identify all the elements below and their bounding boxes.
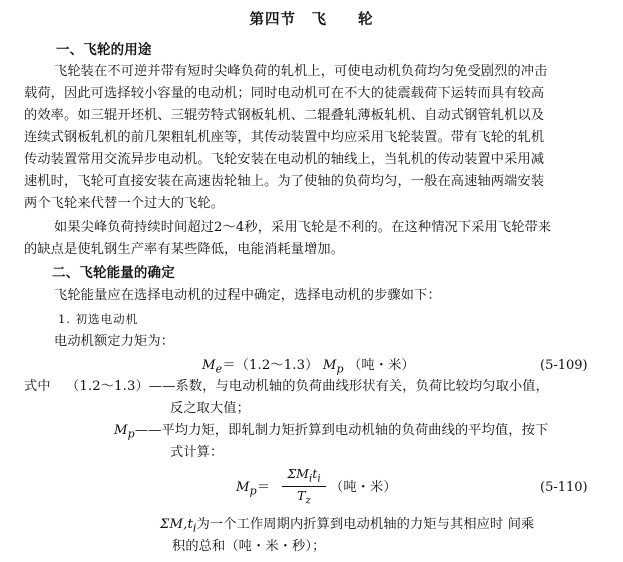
- paragraph-line: 的缺点是使轧钢生产率有某些降低，电能消耗量增加。: [24, 242, 345, 257]
- equation-5-110-fraction: [282, 466, 326, 506]
- equation-number: (5-110): [540, 480, 588, 495]
- eq-lhs: M: [202, 358, 216, 373]
- paragraph-line: 反之取大值；: [170, 401, 251, 416]
- paragraph-line: 速机时，飞轮可直接安装在高速齿轮轴上。为了使轴的负荷均匀，一般在高速轴两端安装: [24, 174, 545, 189]
- paragraph-line: 积的总和（吨・米・秒）；: [172, 539, 326, 554]
- paragraph-line: 连续式钢板轧机的前几架粗轧机座等，其传动装置中均应采用飞轮装置。带有飞轮的轧机: [24, 130, 545, 145]
- section-heading-purpose: 一、飞轮的用途: [56, 42, 152, 58]
- paragraph-line: 传动装置常用交流异步电动机。飞轮安装在电动机的轴线上，当轧机的传动装置中采用减: [24, 152, 545, 167]
- paragraph-line: 飞轮能量应在选择电动机的过程中确定，选择电动机的步骤如下：: [54, 288, 441, 303]
- where-label: 式中: [24, 379, 51, 394]
- paragraph-line: 飞轮装在不可逆并带有短时尖峰负荷的轧机上，可使电动机负荷均匀免受剧烈的冲击: [54, 64, 548, 79]
- where-item-avg-torque: $M_p——$平均力矩，即轧制力矩折算到电动机轴的负荷曲线的平均值，按下: [114, 423, 549, 441]
- paragraph-line: 的效率。如三辊开坯机、三辊劳特式钢板轧机、二辊叠轧薄板轧机、自动式钢管轧机以及: [24, 108, 545, 123]
- step-heading: 1. 初选电动机: [58, 312, 139, 326]
- section-heading-energy: 二、飞轮能量的确定: [52, 265, 175, 281]
- fraction-bar: [282, 486, 326, 487]
- paragraph-line: 如果尖峰负荷持续时间超过2～4秒，采用飞轮是不利的。在这种情况下采用飞轮带来: [54, 220, 552, 235]
- paragraph-line: 式计算：: [170, 445, 224, 460]
- equation-number: (5-109): [540, 358, 588, 373]
- fraction-denominator: $T_z$: [297, 487, 311, 506]
- page-title: 第四节 飞 轮: [249, 11, 374, 28]
- definition-line: $\Sigma M,t_i$为一个工作周期内折算到电动机轴的力矩与其相应时 间乘: [160, 517, 535, 535]
- where-item-coefficient: （1.2～1.3）——系数，与电动机轴的负荷曲线形状有关，负荷比较均匀取小值，: [66, 379, 549, 394]
- paragraph-line: 两个飞轮来代替一个过大的飞轮。: [24, 196, 225, 211]
- fraction-numerator: $\Sigma M_it_i$: [287, 466, 321, 485]
- paragraph-line: 载荷，因此可选择较小容量的电动机；同时电动机可在不大的徒震载荷下运转而具有较高: [24, 86, 545, 101]
- paragraph-line: 电动机额定力矩为：: [54, 334, 175, 349]
- equation-5-109: $M_e=(1.2\sim 1.3)$ $M_p$ （吨・米）: [202, 358, 415, 376]
- equation-unit: （吨・米）: [330, 480, 397, 495]
- equation-5-110-lhs: $M_p=$: [236, 480, 271, 498]
